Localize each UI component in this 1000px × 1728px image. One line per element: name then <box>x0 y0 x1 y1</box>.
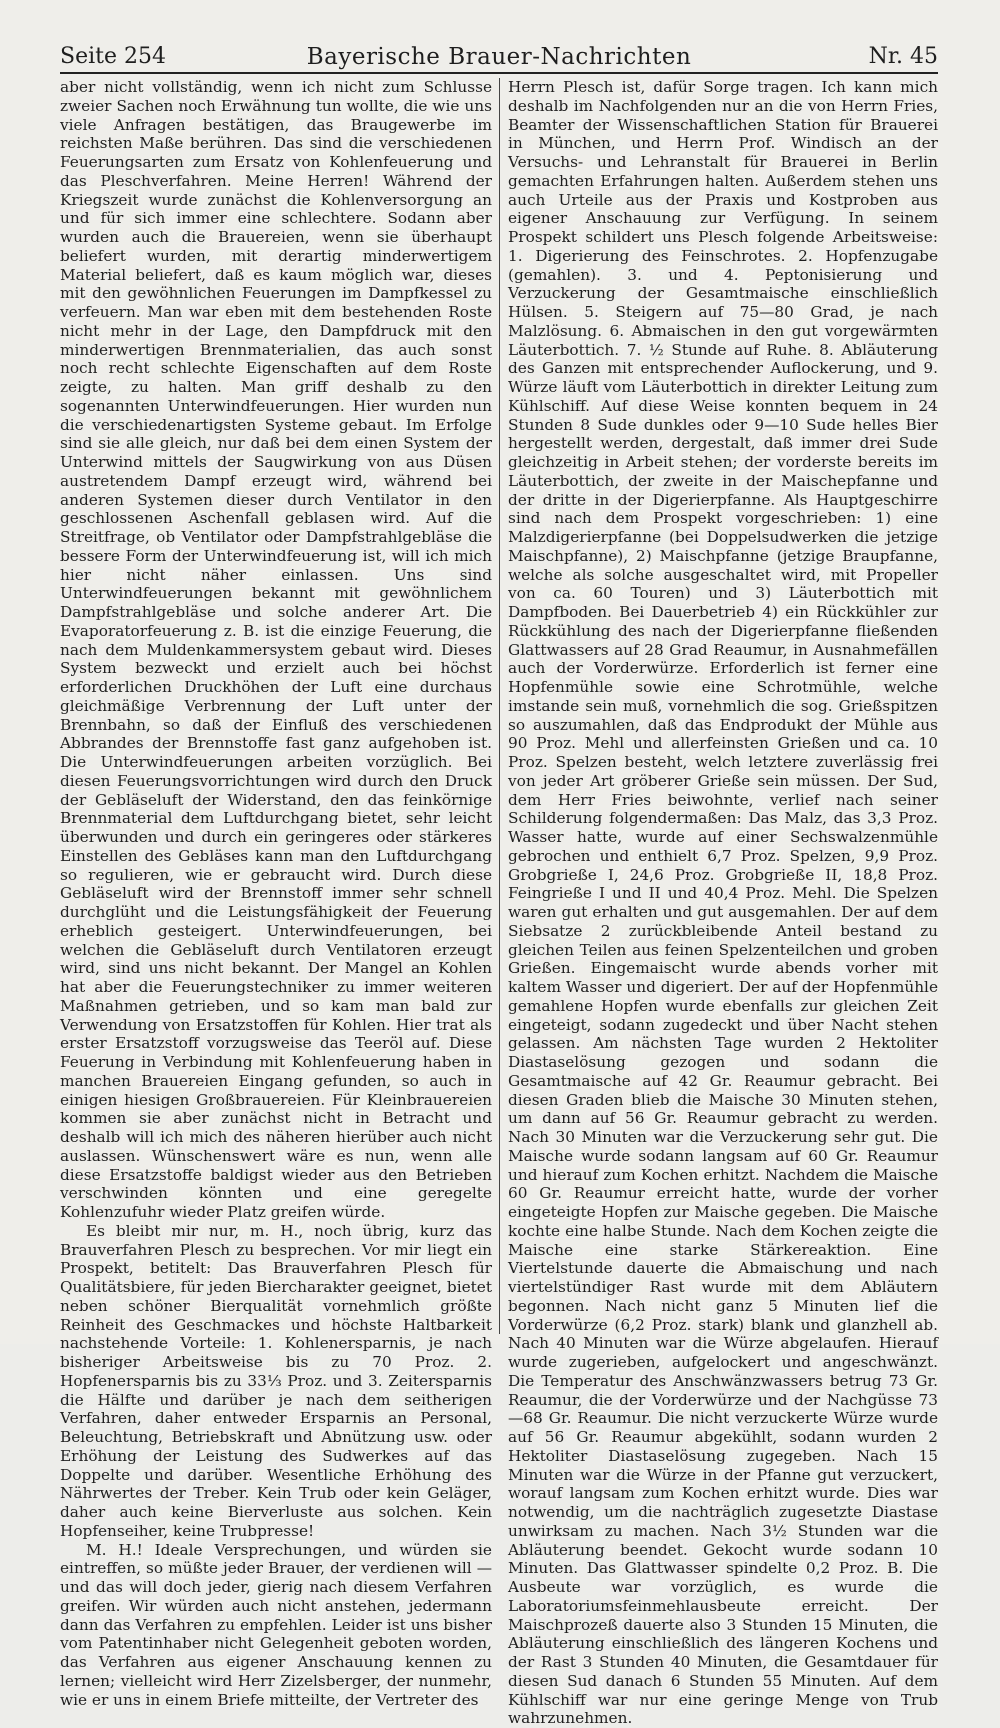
left-paragraph-1: aber nicht vollständig, wenn ich nicht zum Schlusse zweier Sachen noch Erwähnung tun wollte, die wie uns viele Anfragen bestätigen, das Braugewerbe im reichsten Maße berühren. Das sind die verschiedenen Feuerungsarten zum Ersatz von Kohlenfeuerung und das Pleschverfahren. Meine Herren! Während der Kriegszeit wurde zunächst die Kohlenversorgung an und für sich immer eine schlechtere. Sodann aber wurden auch die Brauereien, wenn sie überhaupt beliefert wurden, mit derartig minderwertigem Material beliefert, daß es kaum möglich war, dieses mit den gewöhnlichen Feuerungen im Dampfkessel zu verfeuern. Man war eben mit dem bestehenden Roste nicht mehr in der Lage, den Dampfdruck mit den minderwertigen Brennmaterialien, das auch sonst noch recht schlechte Eigenschaften auf dem Roste zeigte, zu halten. Man griff deshalb zu den sogenannten Unterwindfeuerungen. Hier wurden nun die verschiedenartigsten Systeme gebaut. Im Erfolge sind sie alle gleich, nur daß bei dem einen System der Unterwind mittels der Saugwirkung von aus Düsen austretendem Dampf erzeugt wird, während bei anderen Systemen dieser durch Ventilator in den geschlossenen Aschenfall geblasen wird. Auf die Streitfrage, ob Ventilator oder Dampfstrahlgebläse die bessere Form der Unterwindfeuerung ist, will ich mich hier nicht näher einlassen. Uns sind Unterwindfeuerungen bekannt mit gewöhnlichem Dampfstrahlgebläse und solche anderer Art. Die Evaporatorfeuerung z. B. ist die einzige Feuerung, die nach dem Muldenkammersystem gebaut wird. Dieses System bezweckt und erzielt auch bei höchst erforderlichen Druckhöhen der Luft eine durchaus gleichmäßige Verbrennung der Luft unter der Brennbahn, so daß der Einfluß des verschiedenen Abbrandes der Brennstoffe fast ganz aufgehoben ist. Die Unterwindfeuerungen arbeiten vorzüglich. Bei diesen Feuerungsvorrichtungen wird durch den Druck der Gebläseluft der Widerstand, den das feinkörnige Brennmaterial dem Luftdurchgang bietet, sehr leicht überwunden und durch ein geringeres oder stärkeres Einstellen des Gebläses kann man den Luftdurchgang so regulieren, wie er gebraucht wird. Durch diese Gebläseluft wird der Brennstoff immer sehr schnell durchglüht und die Leistungsfähigkeit der Feuerung erheblich gesteigert. Unterwindfeuerungen, bei welchen die Gebläseluft durch Ventilatoren erzeugt wird, sind uns nicht bekannt. Der Mangel an Kohlen hat aber die Feuerungstechniker zu immer weiteren Maßnahmen getrieben, und so kam man bald zur Verwendung von Ersatzstoffen für Kohlen. Hier trat als erster Ersatzstoff vorzugsweise das Teeröl auf. Diese Feuerung in Verbindung mit Kohlenfeuerung haben in manchen Brauereien Eingang gefunden, so auch in einigen hiesigen Großbrauereien. Für Kleinbrauereien kommen sie aber zunächst nicht in Betracht und deshalb will ich mich des näheren hierüber auch nicht auslassen. Wünschenswert wäre es nun, wenn alle diese Ersatzstoffe baldigst wieder aus den Betrieben verschwinden könnten und eine geregelte Kohlenzufuhr wieder Platz greifen würde. <box>60 78 492 1221</box>
column-divider <box>499 78 500 1334</box>
page-number: Seite 254 <box>60 44 166 69</box>
page-header <box>60 40 938 76</box>
left-paragraph-3: M. H.! Ideale Versprechungen, und würden sie eintreffen, so müßte jeder Brauer, der verdienen will — und das will doch jeder, gierig nach diesem Verfahren greifen. Wir würden auch nicht anstehen, jedermann dann das Verfahren zu empfehlen. Leider ist uns bisher vom Patentinhaber nicht Gelegenheit geboten worden, das Verfahren aus eigener Anschauung kennen zu lernen; vielleicht wird Herr Zizelsberger, der nunmehr, wie er uns in einem Briefe mitteilte, der Vertreter des <box>60 1540 492 1709</box>
left-column <box>60 78 492 1709</box>
left-paragraph-2: Es bleibt mir nur, m. H., noch übrig, kurz das Brauverfahren Plesch zu besprechen. Vor mir liegt ein Prospekt, betitelt: Das Brauverfahren Plesch für Qualitätsbiere, für jeden Biercharakter geeignet, bietet neben schöner Bierqualität vornehmlich größte Reinheit des Geschmackes und höchste Haltbarkeit nachstehende Vorteile: 1. Kohlenersparnis, je nach bisheriger Arbeitsweise bis zu 70 Proz. 2. Hopfenersparnis bis zu 33⅓ Proz. und 3. Zeitersparnis die Hälfte und darüber je nach dem seitherigen Verfahren, daher entweder Ersparnis an Personal, Beleuchtung, Betriebskraft und Abnützung usw. oder Erhöhung der Leistung des Sudwerkes auf das Doppelte und darüber. Wesentliche Erhöhung des Nährwertes der Treber. Kein Trub oder kein Geläger, daher auch keine Bierverluste aus solchen. Kein Hopfenseiher, keine Trubpresse! <box>60 1221 492 1540</box>
right-column <box>508 78 938 1728</box>
header-rule <box>60 72 938 74</box>
issue-number: Nr. 45 <box>868 44 938 69</box>
right-paragraph-1: Herrn Plesch ist, dafür Sorge tragen. Ich kann mich deshalb im Nachfolgenden nur an die von Herrn Fries, Beamter der Wissenschaftlichen Station für Brauerei in München, und Herrn Prof. Windisch an der Versuchs- und Lehranstalt für Brauerei in Berlin gemachten Erfahrungen halten. Außerdem stehen uns auch Urteile aus der Praxis und Kostproben aus eigener Anschauung zur Verfügung. In seinem Prospekt schildert uns Plesch folgende Arbeitsweise: 1. Digerierung des Feinschrotes. 2. Hopfenzugabe (gemahlen). 3. und 4. Peptonisierung und Verzuckerung der Gesamtmaische einschließlich Hülsen. 5. Steigern auf 75—80 Grad, je nach Malzlösung. 6. Abmaischen in den gut vorgewärmten Läuterbottich. 7. ½ Stunde auf Ruhe. 8. Abläuterung des Ganzen mit entsprechender Auflockerung, und 9. Würze läuft vom Läuterbottich in direkter Leitung zum Kühlschiff. Auf diese Weise konnten bequem in 24 Stunden 8 Sude dunkles oder 9—10 Sude helles Bier hergestellt werden, dergestalt, daß immer drei Sude gleichzeitig in Arbeit stehen; der vorderste bereits im Läuterbottich, der zweite in der Maischepfanne und der dritte in der Digerierpfanne. Als Hauptgeschirre sind nach dem Prospekt vorgeschrieben: 1) eine Malzdigerierpfanne (bei Doppelsudwerken die jetzige Maischpfanne), 2) Maischpfanne (jetzige Braupfanne, welche als solche ausgeschaltet wird, mit Propeller von ca. 60 Touren) und 3) Läuterbottich mit Dampfboden. Bei Dauerbetrieb 4) ein Rückkühler zur Rückkühlung des nach der Digerierpfanne fließenden Glattwassers auf 28 Grad Reaumur, in Ausnahmefällen auch der Vorderwürze. Erforderlich ist ferner eine Hopfenmühle sowie eine Schrotmühle, welche imstande sein muß, vornehmlich die sog. Grießspitzen so auszumahlen, daß das Endprodukt der Mühle aus 90 Proz. Mehl und allerfeinsten Grießen und ca. 10 Proz. Spelzen besteht, welch letztere zuverlässig frei von jeder Art gröberer Grieße sein müssen. Der Sud, dem Herr Fries beiwohnte, verlief nach seiner Schilderung folgendermaßen: Das Malz, das 3,3 Proz. Wasser hatte, wurde auf einer Sechswalzenmühle gebrochen und enthielt 6,7 Proz. Spelzen, 9,9 Proz. Grobgrieße I, 24,6 Proz. Grobgrieße II, 18,8 Proz. Feingrieße I und II und 40,4 Proz. Mehl. Die Spelzen waren gut erhalten und gut ausgemahlen. Der auf dem Siebsatze 2 zurückbleibende Anteil bestand zu gleichen Teilen aus feinen Spelzenteilchen und groben Grießen. Eingemaischt wurde abends vorher mit kaltem Wasser und digeriert. Der auf der Hopfenmühle gemahlene Hopfen wurde ebenfalls zur gleichen Zeit eingeteigt, sodann zugedeckt und über Nacht stehen gelassen. Am nächsten Tage wurden 2 Hektoliter Diastaselösung gezogen und sodann die Gesamtmaische auf 42 Gr. Reaumur gebracht. Bei diesen Graden blieb die Maische 30 Minuten stehen, um dann auf 56 Gr. Reaumur gebracht zu werden. Nach 30 Minuten war die Verzuckerung sehr gut. Die Maische wurde sodann langsam auf 60 Gr. Reaumur und hierauf zum Kochen erhitzt. Nachdem die Maische 60 Gr. Reaumur erreicht hatte, wurde der vorher eingeteigte Hopfen zur Maische gegeben. Die Maische kochte eine halbe Stunde. Nach dem Kochen zeigte die Maische eine starke Stärkereaktion. Eine Viertelstunde dauerte die Abmaischung und nach viertelstündiger Rast wurde mit dem Abläutern begonnen. Nach nicht ganz 5 Minuten lief die Vorderwürze (6,2 Proz. stark) blank und glanzhell ab. Nach 40 Minuten war die Würze abgelaufen. Hierauf wurde zugerieben, aufgelockert und angeschwänzt. Die Temperatur des Anschwänzwassers betrug 73 Gr. Reaumur, die der Vorderwürze und der Nachgüsse 73—68 Gr. Reaumur. Die nicht verzuckerte Würze wurde auf 56 Gr. Reaumur abgekühlt, sodann wurden 2 Hektoliter Diastaselösung zugegeben. Nach 15 Minuten war die Würze in der Pfanne gut verzuckert, worauf langsam zum Kochen erhitzt wurde. Dies war notwendig, um die nachträglich zugesetzte Diastase unwirksam zu machen. Nach 3½ Stunden war die Abläuterung beendet. Gekocht wurde sodann 10 Minuten. Das Glattwasser spindelte 0,2 Proz. B. Die Ausbeute war vorzüglich, es wurde die Laboratoriumsfeinmehlausbeute erreicht. Der Maischprozeß dauerte also 3 Stunden 15 Minuten, die Abläuterung einschließlich des längeren Kochens und der Rast 3 Stunden 40 Minuten, die Gesamtdauer für diesen Sud danach 6 Stunden 55 Minuten. Auf dem Kühlschiff war nur eine geringe Menge von Trub wahrzunehmen. <box>508 78 938 1728</box>
publication-title: Bayerische Brauer-Nachrichten <box>306 44 692 70</box>
